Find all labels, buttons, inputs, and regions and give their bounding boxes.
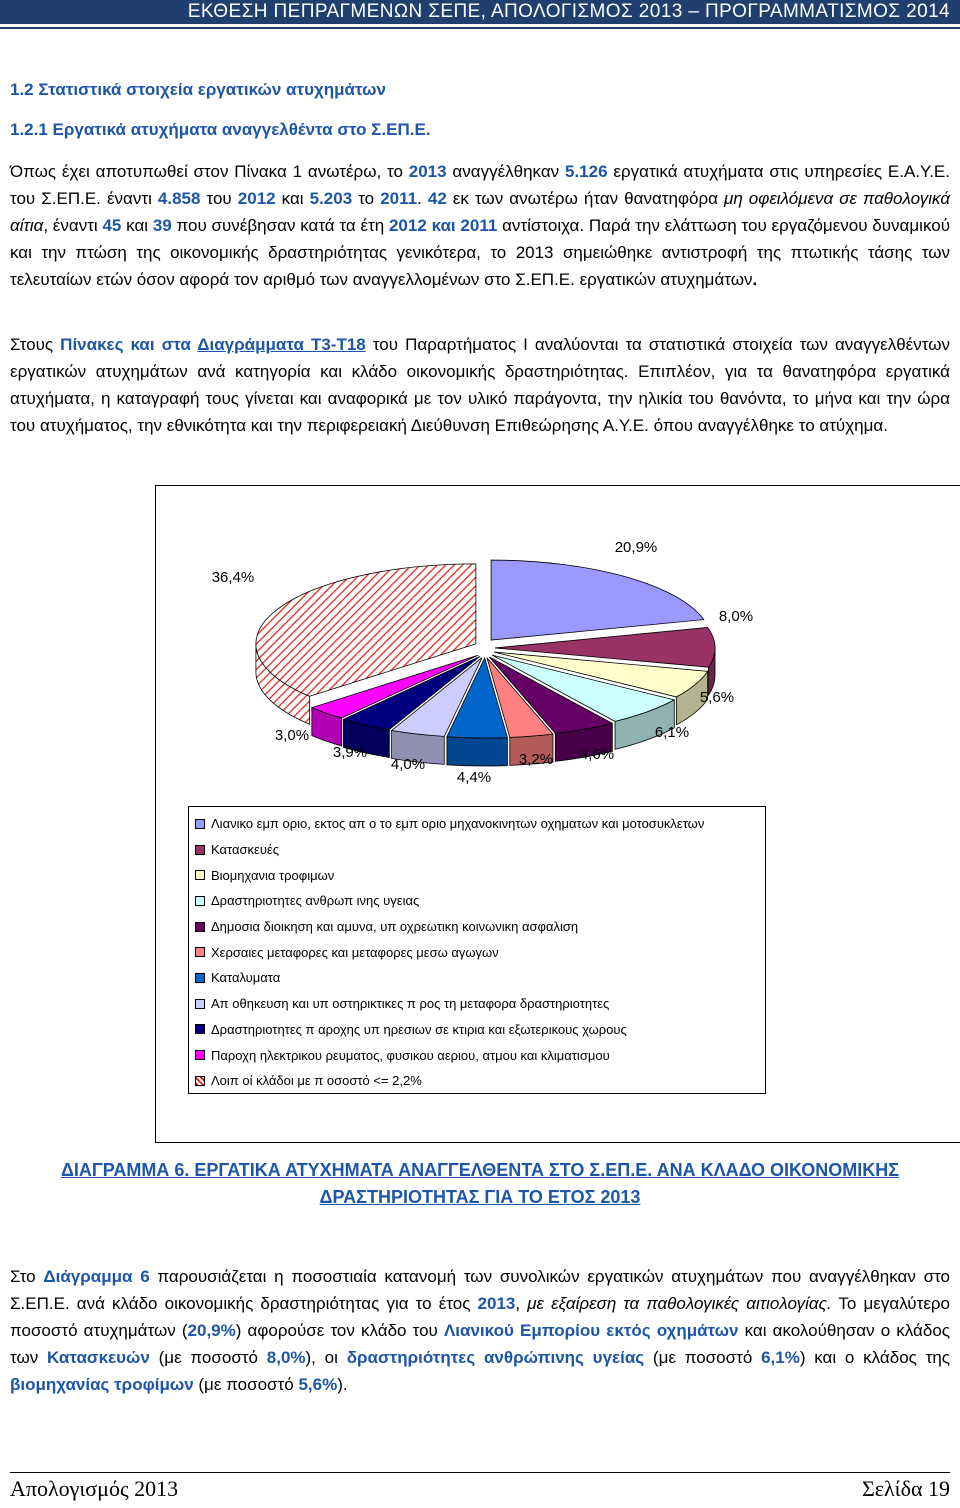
chart-caption-line-2: ΔΡΑΣΤΗΡΙΟΤΗΤΑΣ ΓΙΑ ΤΟ ΕΤΟΣ 2013 <box>319 1187 641 1207</box>
legend-label: Λοιπ οί κλάδοι με π οσοστό <= 2,2% <box>211 1073 422 1089</box>
legend-item <box>189 862 765 888</box>
pie-data-label: 4,6% <box>579 746 615 763</box>
legend-swatch <box>195 973 205 983</box>
legend-label: Δραστηριοτητες ανθρωπ ινης υγειας <box>211 893 420 909</box>
chart-legend <box>188 806 766 1094</box>
legend-swatch <box>195 870 205 880</box>
pie-data-label: 8,0% <box>718 608 754 625</box>
pie-slice-side <box>447 737 508 766</box>
legend-swatch <box>195 1024 205 1034</box>
header-title: ΕΚΘΕΣΗ ΠΕΠΡΑΓΜΕΝΩΝ ΣΕΠΕ, ΑΠΟΛΟΓΙΣΜΟΣ 2013 – ΠΡΟΓΡΑΜΜΑΤΙΣΜΟΣ 2014 <box>187 1 950 22</box>
footer-rule <box>10 1472 950 1473</box>
legend-label: Καταλυματα <box>211 970 281 986</box>
legend-swatch <box>195 947 205 957</box>
legend-label: Χερσαιες μεταφορες και μεταφορες μεσω αγωγων <box>211 944 499 960</box>
legend-item <box>189 1042 765 1068</box>
pie-data-label: 20,9% <box>614 539 658 556</box>
subsection-heading: 1.2.1 Εργατικά ατυχήματα αναγγελθέντα στο Σ.ΕΠ.Ε. <box>10 120 431 139</box>
pie-data-label: 4,0% <box>390 756 426 773</box>
paragraph-3: Στο Διάγραμμα 6 παρουσιάζεται η ποσοστιαία κατανομή των συνολικών εργατικών ατυχημάτων που αναγγέλθηκαν στο Σ.ΕΠ.Ε. ανά κλάδο οικονομικής δραστηριότητας για το έτος 2013, με εξαίρεση τα παθολογικές αιτιολογίας. Το μεγαλύτερο ποσοστό ατυχημάτων (20,9%) αφορούσε τον κλάδο του Λιανικού Εμπορίου εκτός οχημάτων και ακολούθησαν ο κλάδος των Κατασκευών (με ποσοστό 8,0%), οι δραστηριότητες ανθρώπινης υγείας (με ποσοστό 6,1%) και ο κλάδος της βιομηχανίας τροφίμων (με ποσοστό 5,6%). <box>10 1267 951 1394</box>
legend-item <box>189 1017 765 1043</box>
paragraph-2: Στους Πίνακες και στα Διαγράμματα Τ3-Τ18 του Παραρτήματος Ι αναλύονται τα στατιστικά στοιχεία των αναγγελθέντων εργατικών ατυχημάτων ανά κατηγορία και κλάδο οικονομικής δραστηριότητας. Επιπλέον, για τα θανατηφόρα εργατικά ατυχήματα, η καταγραφή τους γίνεται και αναφορικά με τον υλικό παράγοντα, την ηλικία του θανόντα, το μήνα και την ώρα του ατυχήματος, την εθνικότητα και την περιφερειακή Διεύθυνση Επιθεώρησης Α.Υ.Ε. όπου αναγγέλθηκε το ατύχημα. <box>10 335 950 435</box>
paragraph-1: Όπως έχει αποτυπωθεί στον Πίνακα 1 ανωτέρω, το 2013 αναγγέλθηκαν 5.126 εργατικά ατυχήματα στις υπηρεσίες Ε.Α.Υ.Ε. του Σ.ΕΠ.Ε. έναντι 4.858 του 2012 και 5.203 το 2011. 42 εκ των ανωτέρω ήταν θανατηφόρα μη οφειλόμενα σε παθολογικά αίτια, έναντι 45 και 39 που συνέβησαν κατά τα έτη 2012 και 2011 αντίστοιχα. Παρά την ελάττωση του εργαζόμενου δυναμικού και την πτώση της οικονομικής δραστηριότητας γενικότερα, το 2013 σημειώθηκε αντιστροφή της πτωτικής τάσης των τελευταίων ετών όσον αφορά τον αριθμό των αναγγελλομένων στο Σ.ΕΠ.Ε. εργατικών ατυχημάτων. <box>10 162 951 289</box>
legend-swatch <box>195 845 205 855</box>
legend-label: Παροχη ηλεκτρικου ρευματος, φυσικου αεριου, ατμου και κλιματισμου <box>211 1047 610 1063</box>
legend-swatch <box>195 1076 205 1086</box>
pie-data-label: 6,1% <box>654 724 690 741</box>
legend-item <box>189 837 765 863</box>
chart-caption-line-1: ΔΙΑΓΡΑΜΜΑ 6. ΕΡΓΑΤΙΚΑ ΑΤΥΧΗΜΑΤΑ ΑΝΑΓΓΕΛΘΕΝΤΑ ΣΤΟ Σ.ΕΠ.Ε. ΑΝΑ ΚΛΑΔΟ ΟΙΚΟΝΟΜΙΚΗΣ <box>60 1160 899 1180</box>
legend-label: Βιομηχανια τροφιμων <box>211 867 335 883</box>
legend-label: Λιανικο εμπ οριο, εκτος απ ο το εμπ οριο μηχανοκινητων οχηματων και μοτοσυκλετων <box>211 816 705 832</box>
legend-label: Απ οθηκευση και υπ οστηρικτικες π ρος τη μεταφορα δραστηριοτητες <box>211 996 610 1012</box>
pie-data-label: 3,2% <box>518 751 554 768</box>
section-heading: 1.2 Στατιστικά στοιχεία εργατικών ατυχημάτων <box>10 80 386 99</box>
legend-label: Κατασκευές <box>211 842 279 858</box>
legend-item <box>189 888 765 914</box>
legend-label: Δημοσια διοικηση και αμυνα, υπ οχρεωτικη κοινωνικη ασφαλιση <box>211 919 579 935</box>
legend-item <box>189 991 765 1017</box>
legend-item <box>189 965 765 991</box>
pie-data-label: 36,4% <box>211 569 255 586</box>
footer-report-title: Απολογισμός 2013 <box>10 1476 179 1501</box>
pie-data-label: 3,0% <box>274 727 310 744</box>
legend-item <box>189 811 765 837</box>
legend-item <box>189 1068 765 1094</box>
pie-slice <box>491 560 704 640</box>
legend-swatch <box>195 922 205 932</box>
legend-swatch <box>195 819 205 829</box>
pie-data-label: 3,9% <box>332 744 368 761</box>
footer-page-number: Σελίδα 19 <box>861 1476 950 1501</box>
legend-item <box>189 939 765 965</box>
legend-swatch <box>195 1050 205 1060</box>
pie-data-label: 4,4% <box>456 769 492 786</box>
legend-swatch <box>195 999 205 1009</box>
pie-data-label: 5,6% <box>699 689 735 706</box>
legend-swatch <box>195 896 205 906</box>
legend-label: Δραστηριοτητες π αροχης υπ ηρεσιων σε κτιρια και εξωτερικους χωρους <box>211 1021 627 1037</box>
legend-item <box>189 914 765 940</box>
